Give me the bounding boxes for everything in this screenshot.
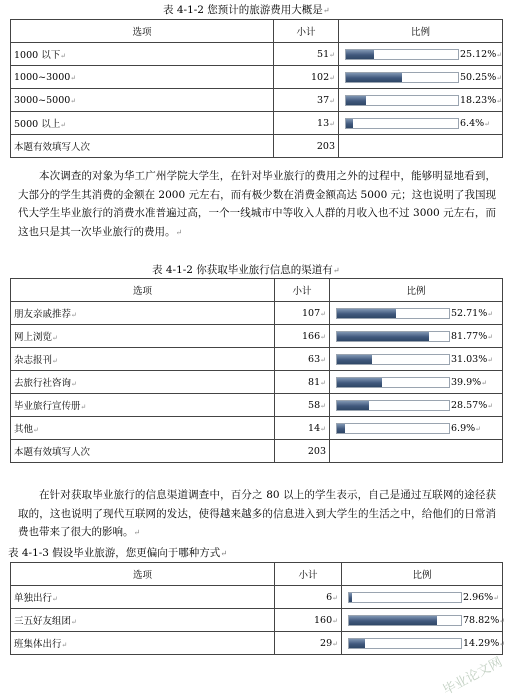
progress-bar <box>348 638 462 649</box>
table-row <box>11 325 503 348</box>
table3-caption: 表 4-1-3 假设毕业旅游，您更偏向于哪种方式↵ <box>8 547 228 559</box>
col-ratio-header: 比例 <box>339 20 503 43</box>
option-cell: 1000 以下↵ <box>11 43 274 66</box>
progress-bar <box>336 423 450 434</box>
table-row <box>11 112 503 135</box>
table-row <box>11 586 503 609</box>
count-cell: 29↵ <box>275 632 342 655</box>
progress-bar-fill <box>346 119 353 128</box>
total-count: 203 <box>274 135 339 158</box>
table-row <box>11 609 503 632</box>
progress-bar <box>336 331 450 342</box>
percent-label: 6.9% <box>451 422 476 434</box>
progress-bar <box>336 354 450 365</box>
progress-bar <box>345 72 459 83</box>
table-row <box>11 394 503 417</box>
total-label: 本题有效填写人次 <box>11 135 274 158</box>
col-option-header: 选项 <box>11 279 275 302</box>
progress-bar-fill <box>349 593 352 602</box>
table-row <box>11 417 503 440</box>
progress-bar <box>345 95 459 106</box>
option-cell: 1000~3000↵ <box>11 66 274 89</box>
table-fee <box>10 19 503 158</box>
table-row <box>11 43 503 66</box>
table-travel-mode <box>10 562 506 655</box>
percent-label: 18.23% <box>460 94 497 106</box>
count-cell: 58↵ <box>275 394 330 417</box>
progress-bar-fill <box>346 96 366 105</box>
ratio-cell: 6.9%↵ <box>330 417 503 440</box>
col-option-header: 选项 <box>11 20 274 43</box>
percent-label: 78.82% <box>463 614 500 626</box>
table-info-channel <box>10 278 503 463</box>
progress-bar-fill <box>346 73 402 82</box>
table-row <box>11 66 503 89</box>
ratio-cell: 78.82%↵ <box>342 609 503 632</box>
ratio-cell: 81.77%↵ <box>330 325 503 348</box>
percent-label: 39.9% <box>451 376 482 388</box>
count-cell: 160↵ <box>275 609 342 632</box>
table-row <box>11 632 503 655</box>
progress-bar-fill <box>337 424 345 433</box>
ratio-cell: 50.25%↵ <box>339 66 503 89</box>
ratio-cell: 28.57%↵ <box>330 394 503 417</box>
ratio-cell: 6.4%↵ <box>339 112 503 135</box>
percent-label: 81.77% <box>451 330 488 342</box>
col-ratio-header: 比例 <box>330 279 503 302</box>
table-header-row <box>11 563 503 586</box>
option-cell: 杂志报刊↵ <box>11 348 275 371</box>
col-ratio-header: 比例 <box>342 563 503 586</box>
count-cell: 37↵ <box>274 89 339 112</box>
progress-bar-fill <box>337 378 382 387</box>
ratio-cell: 39.9%↵ <box>330 371 503 394</box>
table-header-row <box>11 20 503 43</box>
ratio-cell: 2.96%↵ <box>342 586 503 609</box>
count-cell: 63↵ <box>275 348 330 371</box>
ratio-cell: 25.12%↵ <box>339 43 503 66</box>
progress-bar <box>336 400 450 411</box>
progress-bar-fill <box>337 401 369 410</box>
count-cell: 13↵ <box>274 112 339 135</box>
total-count: 203 <box>275 440 330 463</box>
percent-label: 14.29% <box>463 637 500 649</box>
table-row <box>11 89 503 112</box>
total-row <box>11 135 503 158</box>
percent-label: 28.57% <box>451 399 488 411</box>
count-cell: 51↵ <box>274 43 339 66</box>
total-row <box>11 440 503 463</box>
col-count-header: 小计 <box>275 563 342 586</box>
table-header-row <box>11 279 503 302</box>
count-cell: 102↵ <box>274 66 339 89</box>
total-empty <box>339 135 503 158</box>
percent-label: 50.25% <box>460 71 497 83</box>
table-row <box>11 371 503 394</box>
option-cell: 去旅行社咨询↵ <box>11 371 275 394</box>
paragraph-channel-analysis: 在针对获取毕业旅行的信息渠道调查中，百分之 80 以上的学生表示，自己是通过互联网的途径获取的，这也说明了现代互联网的发达，使得越来越多的信息进入到大学生的生活之中，给他们的日常消费也带来了很大的影响。↵ <box>18 489 496 538</box>
percent-label: 31.03% <box>451 353 488 365</box>
count-cell: 14↵ <box>275 417 330 440</box>
col-count-header: 小计 <box>275 279 330 302</box>
progress-bar-fill <box>349 616 437 625</box>
percent-label: 6.4% <box>460 117 485 129</box>
ratio-cell: 14.29%↵ <box>342 632 503 655</box>
progress-bar-fill <box>337 309 396 318</box>
count-cell: 81↵ <box>275 371 330 394</box>
option-cell: 5000 以上↵ <box>11 112 274 135</box>
ratio-cell: 18.23%↵ <box>339 89 503 112</box>
progress-bar <box>345 49 459 60</box>
option-cell: 三五好友组团↵ <box>11 609 275 632</box>
option-cell: 朋友亲戚推荐↵ <box>11 302 275 325</box>
col-count-header: 小计 <box>274 20 339 43</box>
count-cell: 6↵ <box>275 586 342 609</box>
option-cell: 网上浏览↵ <box>11 325 275 348</box>
progress-bar <box>345 118 459 129</box>
table1-caption: 表 4-1-2 您预计的旅游费用大概是↵ <box>163 4 330 16</box>
progress-bar-fill <box>337 332 429 341</box>
total-empty <box>330 440 503 463</box>
table2-caption: 表 4-1-2 你获取毕业旅行信息的渠道有↵ <box>152 264 340 276</box>
progress-bar <box>348 592 462 603</box>
count-cell: 166↵ <box>275 325 330 348</box>
option-cell: 毕业旅行宣传册↵ <box>11 394 275 417</box>
percent-label: 25.12% <box>460 48 497 60</box>
option-cell: 其他↵ <box>11 417 275 440</box>
ratio-cell: 31.03%↵ <box>330 348 503 371</box>
total-label: 本题有效填写人次 <box>11 440 275 463</box>
ratio-cell: 52.71%↵ <box>330 302 503 325</box>
progress-bar <box>348 615 462 626</box>
watermark: 毕业论文网 <box>440 654 505 699</box>
option-cell: 单独出行↵ <box>11 586 275 609</box>
table-row <box>11 348 503 371</box>
option-cell: 3000~5000↵ <box>11 89 274 112</box>
table-row <box>11 302 503 325</box>
progress-bar-fill <box>349 639 365 648</box>
paragraph-fee-analysis: 本次调查的对象为华工广州学院大学生，在针对毕业旅行的费用之外的过程中，能够明显地看到，大部分的学生其消费的金额在 2000 元左右，而有极少数在消费金额高达 5000 元；这也说明了我国现代大学生毕业旅行的消费水准普遍过高，一个一线城市中等收入人群的月收入也不过 3000 元左右，而这也只是其一次毕业旅行的费用。↵ <box>18 170 496 238</box>
progress-bar-fill <box>346 50 374 59</box>
progress-bar-fill <box>337 355 372 364</box>
option-cell: 班集体出行↵ <box>11 632 275 655</box>
count-cell: 107↵ <box>275 302 330 325</box>
percent-label: 52.71% <box>451 307 488 319</box>
col-option-header: 选项 <box>11 563 275 586</box>
progress-bar <box>336 308 450 319</box>
percent-label: 2.96% <box>463 591 494 603</box>
progress-bar <box>336 377 450 388</box>
